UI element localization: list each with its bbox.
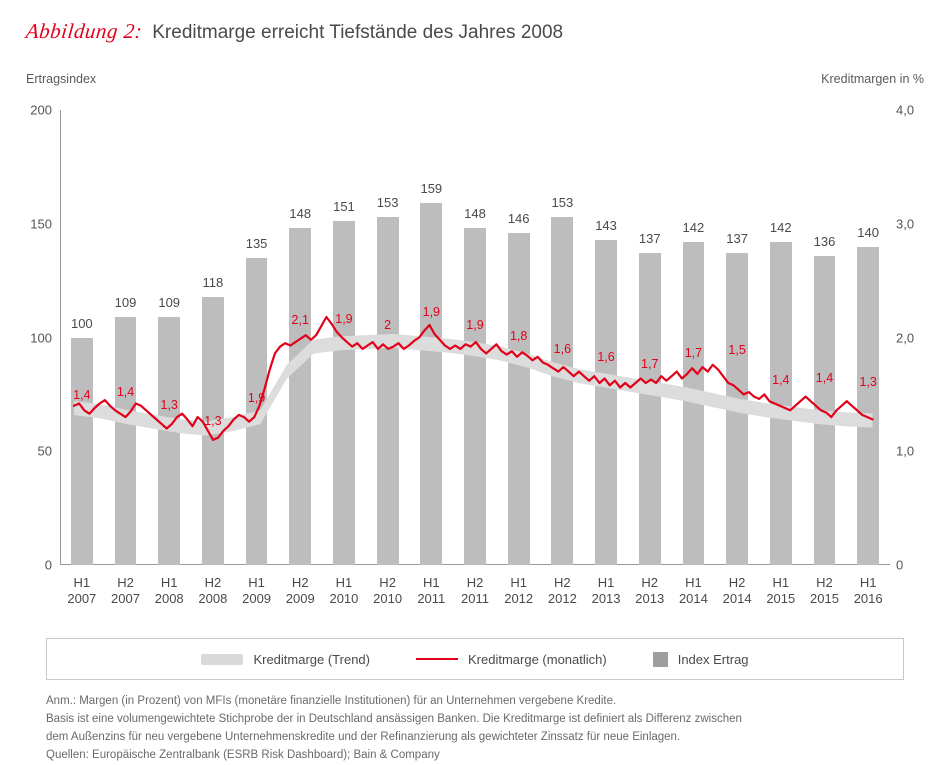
bar-label: 153 bbox=[376, 194, 399, 210]
footnotes bbox=[46, 692, 906, 765]
left-tick-2: 100 bbox=[30, 330, 52, 345]
footnote-line-4: Quellen: Europäische Zentralbank (ESRB Risk Dashboard); Bain & Company bbox=[46, 749, 440, 762]
legend-item-index bbox=[653, 652, 749, 667]
line-swatch-icon bbox=[416, 658, 458, 660]
right-tick-2: 2,0 bbox=[896, 330, 915, 345]
footnote-line-2: Basis ist eine volumengewichtete Stichprobe der in Deutschland ansässigen Banken. Die Kreditmarge ist definiert als Differenz zwischen bbox=[46, 713, 742, 726]
margin-label: 1,4 bbox=[815, 370, 834, 385]
x-axis-label: H2 2014 bbox=[722, 575, 752, 607]
margin-label: 1,7 bbox=[641, 357, 659, 371]
figure-number-label: Abbildung 2: bbox=[24, 19, 144, 43]
right-tick-3: 1,0 bbox=[896, 443, 915, 459]
x-axis-label: H1 2016 bbox=[853, 575, 883, 607]
margin-label: 1,4 bbox=[116, 385, 135, 400]
legend-label-monthly: Kreditmarge (monatlich) bbox=[468, 651, 607, 667]
right-tick-0: 4,0 bbox=[896, 102, 915, 118]
legend-item-trend bbox=[201, 652, 370, 667]
margin-label: 1,3 bbox=[204, 413, 222, 428]
margin-label: 2,1 bbox=[291, 312, 309, 327]
margin-label: 1,9 bbox=[335, 311, 353, 326]
chart-legend bbox=[46, 638, 904, 680]
trend-band-path bbox=[74, 334, 873, 436]
page-title: Kreditmarge erreicht Tiefstände des Jahres 2008 bbox=[152, 22, 564, 43]
x-axis-label: H1 2007 bbox=[67, 575, 97, 607]
x-axis-label: H1 2015 bbox=[766, 575, 796, 607]
x-axis-label: H1 2010 bbox=[329, 575, 359, 607]
x-axis-label: H1 2012 bbox=[504, 575, 534, 607]
bar-label: 159 bbox=[420, 181, 443, 197]
bar-label: 153 bbox=[551, 194, 574, 210]
margin-label: 1,9 bbox=[247, 391, 266, 406]
x-axis-label: H2 2007 bbox=[111, 575, 140, 607]
right-tick-1: 3,0 bbox=[896, 216, 915, 232]
bar-label: 142 bbox=[769, 219, 792, 235]
footnote-line-3: dem Außenzins für neu vergebene Unternehmenskredite und der Refinanzierung als gewichteter Zinssatz für neue Einlagen. bbox=[46, 731, 681, 744]
margin-label: 1,5 bbox=[728, 343, 746, 358]
trend-swatch-icon bbox=[201, 654, 243, 665]
x-axis-label: H1 2011 bbox=[417, 575, 446, 607]
bar-label: 140 bbox=[857, 224, 880, 240]
margin-label: 1,9 bbox=[466, 318, 484, 333]
bar-swatch-icon bbox=[653, 652, 668, 667]
margin-label: 1,7 bbox=[684, 345, 703, 360]
left-tick-4: 0 bbox=[44, 557, 52, 573]
bar-label: 148 bbox=[289, 206, 312, 222]
margin-label: 1,4 bbox=[772, 372, 790, 387]
margin-label: 1,6 bbox=[553, 342, 572, 357]
bar-label: 136 bbox=[813, 233, 836, 249]
bar-label: 137 bbox=[638, 231, 661, 247]
margin-label: 1,3 bbox=[859, 375, 877, 390]
margin-label: 1,8 bbox=[509, 328, 528, 343]
margin-label: 1,9 bbox=[422, 304, 441, 319]
line-series-layer bbox=[60, 110, 890, 565]
bar-label: 109 bbox=[158, 295, 181, 311]
margin-label: 1,6 bbox=[597, 350, 615, 365]
legend-label-trend: Kreditmarge (Trend) bbox=[253, 651, 370, 667]
left-tick-3: 50 bbox=[37, 443, 52, 459]
margin-label: 1,4 bbox=[73, 387, 91, 402]
legend-item-monthly bbox=[416, 652, 607, 667]
bar-label: 146 bbox=[507, 210, 530, 226]
margin-label: 2 bbox=[384, 318, 392, 333]
x-axis-label: H1 2013 bbox=[591, 575, 621, 607]
right-axis-caption: Kreditmargen in % bbox=[821, 72, 924, 86]
left-tick-1: 150 bbox=[30, 216, 52, 232]
bar-label: 151 bbox=[333, 199, 355, 215]
x-axis-label: H2 2015 bbox=[810, 575, 839, 607]
bar-label: 135 bbox=[245, 235, 268, 251]
bar-label: 100 bbox=[70, 315, 93, 331]
right-tick-4: 0 bbox=[896, 557, 904, 573]
chart-plot-area bbox=[30, 102, 915, 607]
x-axis-label: H1 2014 bbox=[678, 575, 708, 607]
margin-label: 1,3 bbox=[160, 397, 178, 412]
x-axis-label: H2 2009 bbox=[285, 575, 315, 607]
figure-header bbox=[26, 10, 926, 44]
x-axis-label: H2 2013 bbox=[635, 575, 665, 607]
bar-label: 118 bbox=[202, 274, 224, 290]
bar-label: 137 bbox=[726, 231, 748, 247]
bar-label: 142 bbox=[682, 219, 705, 235]
legend-label-index: Index Ertrag bbox=[677, 651, 749, 667]
footnote-line-1: Anm.: Margen (in Prozent) von MFIs (monetäre finanzielle Institutionen) für an Unternehmen vergebene Kredite. bbox=[46, 695, 617, 707]
bar-label: 109 bbox=[114, 295, 137, 311]
x-axis-label: H2 2011 bbox=[461, 575, 489, 607]
x-axis-label: H2 2008 bbox=[198, 575, 228, 607]
left-tick-0: 200 bbox=[30, 102, 52, 118]
x-axis-label: H2 2010 bbox=[373, 575, 403, 607]
left-axis-caption: Ertragsindex bbox=[26, 72, 97, 86]
bar-label: 148 bbox=[464, 206, 486, 222]
bar-label: 143 bbox=[595, 217, 617, 233]
x-axis-label: H2 2012 bbox=[547, 575, 577, 607]
x-axis-label: H1 2008 bbox=[154, 575, 184, 607]
x-axis-label: H1 2009 bbox=[242, 575, 272, 607]
